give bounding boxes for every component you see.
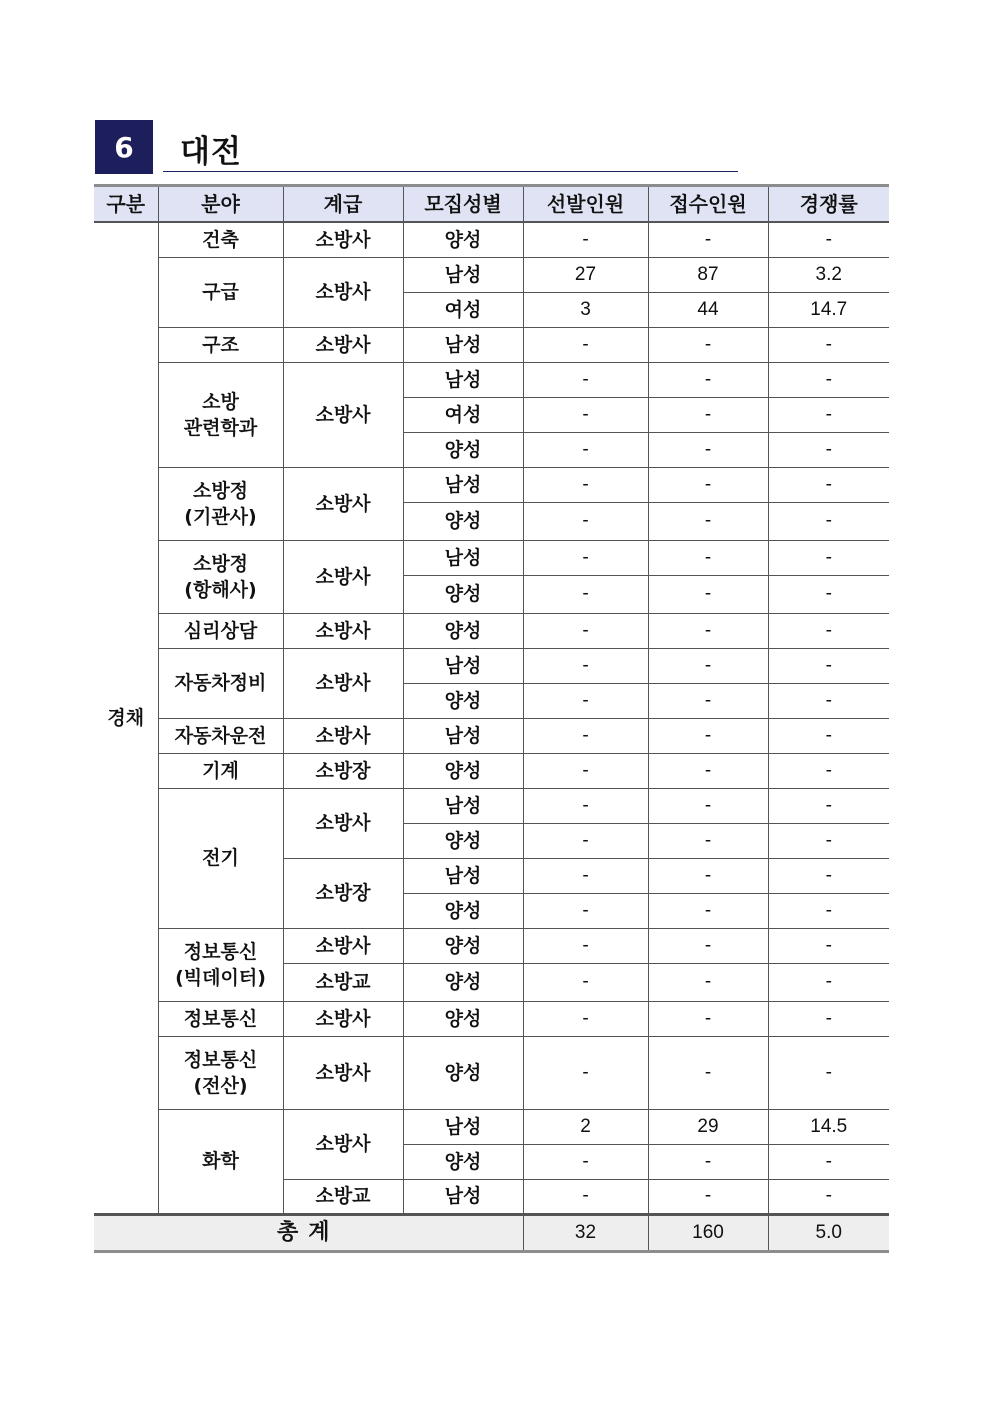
gender-cell: 양성 bbox=[403, 502, 523, 540]
rate-cell: - bbox=[768, 1001, 889, 1036]
selected-cell: - bbox=[523, 718, 648, 753]
selected-cell: - bbox=[523, 788, 648, 823]
gender-cell: 양성 bbox=[403, 823, 523, 858]
gender-cell: 남성 bbox=[403, 467, 523, 502]
gender-cell: 양성 bbox=[403, 928, 523, 963]
rate-cell: - bbox=[768, 963, 889, 1001]
applied-cell: - bbox=[648, 683, 768, 718]
header-selected: 선발인원 bbox=[523, 186, 648, 223]
rate-cell: - bbox=[768, 1144, 889, 1179]
rate-cell: - bbox=[768, 823, 889, 858]
header-rank: 계급 bbox=[283, 186, 403, 223]
field-cell: 심리상담 bbox=[158, 613, 283, 648]
rate-cell: - bbox=[768, 753, 889, 788]
selected-cell: - bbox=[523, 963, 648, 1001]
gender-cell: 남성 bbox=[403, 1109, 523, 1144]
total-rate: 5.0 bbox=[768, 1214, 889, 1251]
rate-cell: - bbox=[768, 718, 889, 753]
applied-cell: - bbox=[648, 1036, 768, 1109]
field-cell: 소방 관련학과 bbox=[158, 362, 283, 467]
selected-cell: - bbox=[523, 467, 648, 502]
rank-cell: 소방장 bbox=[283, 753, 403, 788]
selected-cell: - bbox=[523, 502, 648, 540]
rate-cell: - bbox=[768, 928, 889, 963]
header-category: 구분 bbox=[94, 186, 158, 223]
section-number: 6 bbox=[95, 120, 153, 174]
rank-cell: 소방장 bbox=[283, 858, 403, 928]
table-row bbox=[94, 928, 889, 963]
rate-cell: - bbox=[768, 362, 889, 397]
gender-cell: 양성 bbox=[403, 613, 523, 648]
rate-cell: - bbox=[768, 540, 889, 575]
rate-cell: - bbox=[768, 222, 889, 257]
field-cell: 자동차정비 bbox=[158, 648, 283, 718]
selected-cell: - bbox=[523, 222, 648, 257]
applied-cell: - bbox=[648, 1179, 768, 1214]
table-row bbox=[94, 257, 889, 292]
rate-cell: 14.5 bbox=[768, 1109, 889, 1144]
rate-cell: - bbox=[768, 397, 889, 432]
field-cell: 정보통신 (빅데이터) bbox=[158, 928, 283, 1001]
field-cell: 자동차운전 bbox=[158, 718, 283, 753]
table-row bbox=[94, 718, 889, 753]
rate-cell: - bbox=[768, 893, 889, 928]
table-row bbox=[94, 648, 889, 683]
selected-cell: - bbox=[523, 613, 648, 648]
applied-cell: - bbox=[648, 963, 768, 1001]
selected-cell: - bbox=[523, 432, 648, 467]
rate-cell: 14.7 bbox=[768, 292, 889, 327]
field-cell: 정보통신 bbox=[158, 1001, 283, 1036]
table-row bbox=[94, 613, 889, 648]
field-cell: 구급 bbox=[158, 257, 283, 327]
gender-cell: 남성 bbox=[403, 362, 523, 397]
gender-cell: 양성 bbox=[403, 1001, 523, 1036]
selected-cell: - bbox=[523, 1144, 648, 1179]
header-gender: 모집성별 bbox=[403, 186, 523, 223]
gender-cell: 여성 bbox=[403, 397, 523, 432]
applied-cell: - bbox=[648, 893, 768, 928]
applied-cell: - bbox=[648, 648, 768, 683]
table-row bbox=[94, 788, 889, 823]
rate-cell: - bbox=[768, 1036, 889, 1109]
title-underline bbox=[163, 171, 738, 172]
gender-cell: 양성 bbox=[403, 222, 523, 257]
field-cell: 소방정 (기관사) bbox=[158, 467, 283, 540]
header-field: 분야 bbox=[158, 186, 283, 223]
rate-cell: - bbox=[768, 648, 889, 683]
total-selected: 32 bbox=[523, 1214, 648, 1251]
gender-cell: 남성 bbox=[403, 648, 523, 683]
table-row bbox=[94, 540, 889, 575]
selected-cell: - bbox=[523, 648, 648, 683]
table-header-row bbox=[94, 186, 889, 223]
applied-cell: - bbox=[648, 362, 768, 397]
applied-cell: - bbox=[648, 222, 768, 257]
field-cell: 전기 bbox=[158, 788, 283, 928]
applied-cell: - bbox=[648, 718, 768, 753]
selected-cell: 2 bbox=[523, 1109, 648, 1144]
gender-cell: 양성 bbox=[403, 1036, 523, 1109]
selected-cell: - bbox=[523, 683, 648, 718]
rate-cell: 3.2 bbox=[768, 257, 889, 292]
applied-cell: 87 bbox=[648, 257, 768, 292]
rank-cell: 소방교 bbox=[283, 1179, 403, 1214]
rank-cell: 소방사 bbox=[283, 648, 403, 718]
selected-cell: - bbox=[523, 1036, 648, 1109]
gender-cell: 양성 bbox=[403, 683, 523, 718]
applied-cell: - bbox=[648, 823, 768, 858]
selected-cell: 27 bbox=[523, 257, 648, 292]
section-title: 대전 bbox=[180, 134, 242, 170]
applied-cell: - bbox=[648, 788, 768, 823]
rate-cell: - bbox=[768, 613, 889, 648]
selected-cell: - bbox=[523, 928, 648, 963]
selected-cell: - bbox=[523, 1001, 648, 1036]
selected-cell: - bbox=[523, 1179, 648, 1214]
applied-cell: - bbox=[648, 613, 768, 648]
rate-cell: - bbox=[768, 788, 889, 823]
gender-cell: 남성 bbox=[403, 540, 523, 575]
rate-cell: - bbox=[768, 1179, 889, 1214]
applied-cell: - bbox=[648, 1001, 768, 1036]
applied-cell: - bbox=[648, 432, 768, 467]
rank-cell: 소방사 bbox=[283, 222, 403, 257]
selected-cell: - bbox=[523, 362, 648, 397]
selected-cell: - bbox=[523, 823, 648, 858]
gender-cell: 양성 bbox=[403, 893, 523, 928]
gender-cell: 남성 bbox=[403, 718, 523, 753]
gender-cell: 양성 bbox=[403, 753, 523, 788]
rank-cell: 소방사 bbox=[283, 1109, 403, 1179]
total-applied: 160 bbox=[648, 1214, 768, 1251]
selected-cell: - bbox=[523, 540, 648, 575]
rank-cell: 소방사 bbox=[283, 718, 403, 753]
rank-cell: 소방사 bbox=[283, 257, 403, 327]
applied-cell: - bbox=[648, 327, 768, 362]
rate-cell: - bbox=[768, 432, 889, 467]
field-cell: 소방정 (항해사) bbox=[158, 540, 283, 613]
gender-cell: 양성 bbox=[403, 432, 523, 467]
applied-cell: - bbox=[648, 575, 768, 613]
table-row bbox=[94, 1001, 889, 1036]
applied-cell: - bbox=[648, 928, 768, 963]
rate-cell: - bbox=[768, 502, 889, 540]
field-cell: 건축 bbox=[158, 222, 283, 257]
field-cell: 구조 bbox=[158, 327, 283, 362]
table-row bbox=[94, 1109, 889, 1144]
gender-cell: 여성 bbox=[403, 292, 523, 327]
recruitment-table bbox=[94, 184, 889, 1253]
selected-cell: 3 bbox=[523, 292, 648, 327]
selected-cell: - bbox=[523, 327, 648, 362]
applied-cell: - bbox=[648, 1144, 768, 1179]
rank-cell: 소방교 bbox=[283, 963, 403, 1001]
gender-cell: 남성 bbox=[403, 257, 523, 292]
table-row bbox=[94, 327, 889, 362]
selected-cell: - bbox=[523, 397, 648, 432]
rate-cell: - bbox=[768, 575, 889, 613]
total-row bbox=[94, 1214, 889, 1251]
gender-cell: 남성 bbox=[403, 858, 523, 893]
applied-cell: - bbox=[648, 540, 768, 575]
rate-cell: - bbox=[768, 858, 889, 893]
field-cell: 화학 bbox=[158, 1109, 283, 1214]
gender-cell: 남성 bbox=[403, 327, 523, 362]
rank-cell: 소방사 bbox=[283, 540, 403, 613]
applied-cell: 29 bbox=[648, 1109, 768, 1144]
table-row bbox=[94, 362, 889, 397]
applied-cell: - bbox=[648, 467, 768, 502]
rank-cell: 소방사 bbox=[283, 362, 403, 467]
applied-cell: - bbox=[648, 753, 768, 788]
gender-cell: 남성 bbox=[403, 1179, 523, 1214]
table-row bbox=[94, 753, 889, 788]
gender-cell: 양성 bbox=[403, 963, 523, 1001]
selected-cell: - bbox=[523, 575, 648, 613]
rank-cell: 소방사 bbox=[283, 928, 403, 963]
applied-cell: - bbox=[648, 858, 768, 893]
gender-cell: 남성 bbox=[403, 788, 523, 823]
table-row bbox=[94, 222, 889, 257]
rate-cell: - bbox=[768, 467, 889, 502]
applied-cell: - bbox=[648, 397, 768, 432]
rank-cell: 소방사 bbox=[283, 1036, 403, 1109]
header-applied: 접수인원 bbox=[648, 186, 768, 223]
rate-cell: - bbox=[768, 327, 889, 362]
applied-cell: - bbox=[648, 502, 768, 540]
rank-cell: 소방사 bbox=[283, 327, 403, 362]
category-cell: 경채 bbox=[94, 222, 158, 1214]
rank-cell: 소방사 bbox=[283, 788, 403, 858]
rank-cell: 소방사 bbox=[283, 1001, 403, 1036]
field-cell: 정보통신 (전산) bbox=[158, 1036, 283, 1109]
field-cell: 기계 bbox=[158, 753, 283, 788]
total-label: 총계 bbox=[94, 1214, 523, 1251]
rate-cell: - bbox=[768, 683, 889, 718]
selected-cell: - bbox=[523, 858, 648, 893]
gender-cell: 양성 bbox=[403, 575, 523, 613]
table-row bbox=[94, 1036, 889, 1109]
rank-cell: 소방사 bbox=[283, 613, 403, 648]
selected-cell: - bbox=[523, 753, 648, 788]
header-rate: 경쟁률 bbox=[768, 186, 889, 223]
selected-cell: - bbox=[523, 893, 648, 928]
applied-cell: 44 bbox=[648, 292, 768, 327]
rank-cell: 소방사 bbox=[283, 467, 403, 540]
gender-cell: 양성 bbox=[403, 1144, 523, 1179]
table-row bbox=[94, 467, 889, 502]
